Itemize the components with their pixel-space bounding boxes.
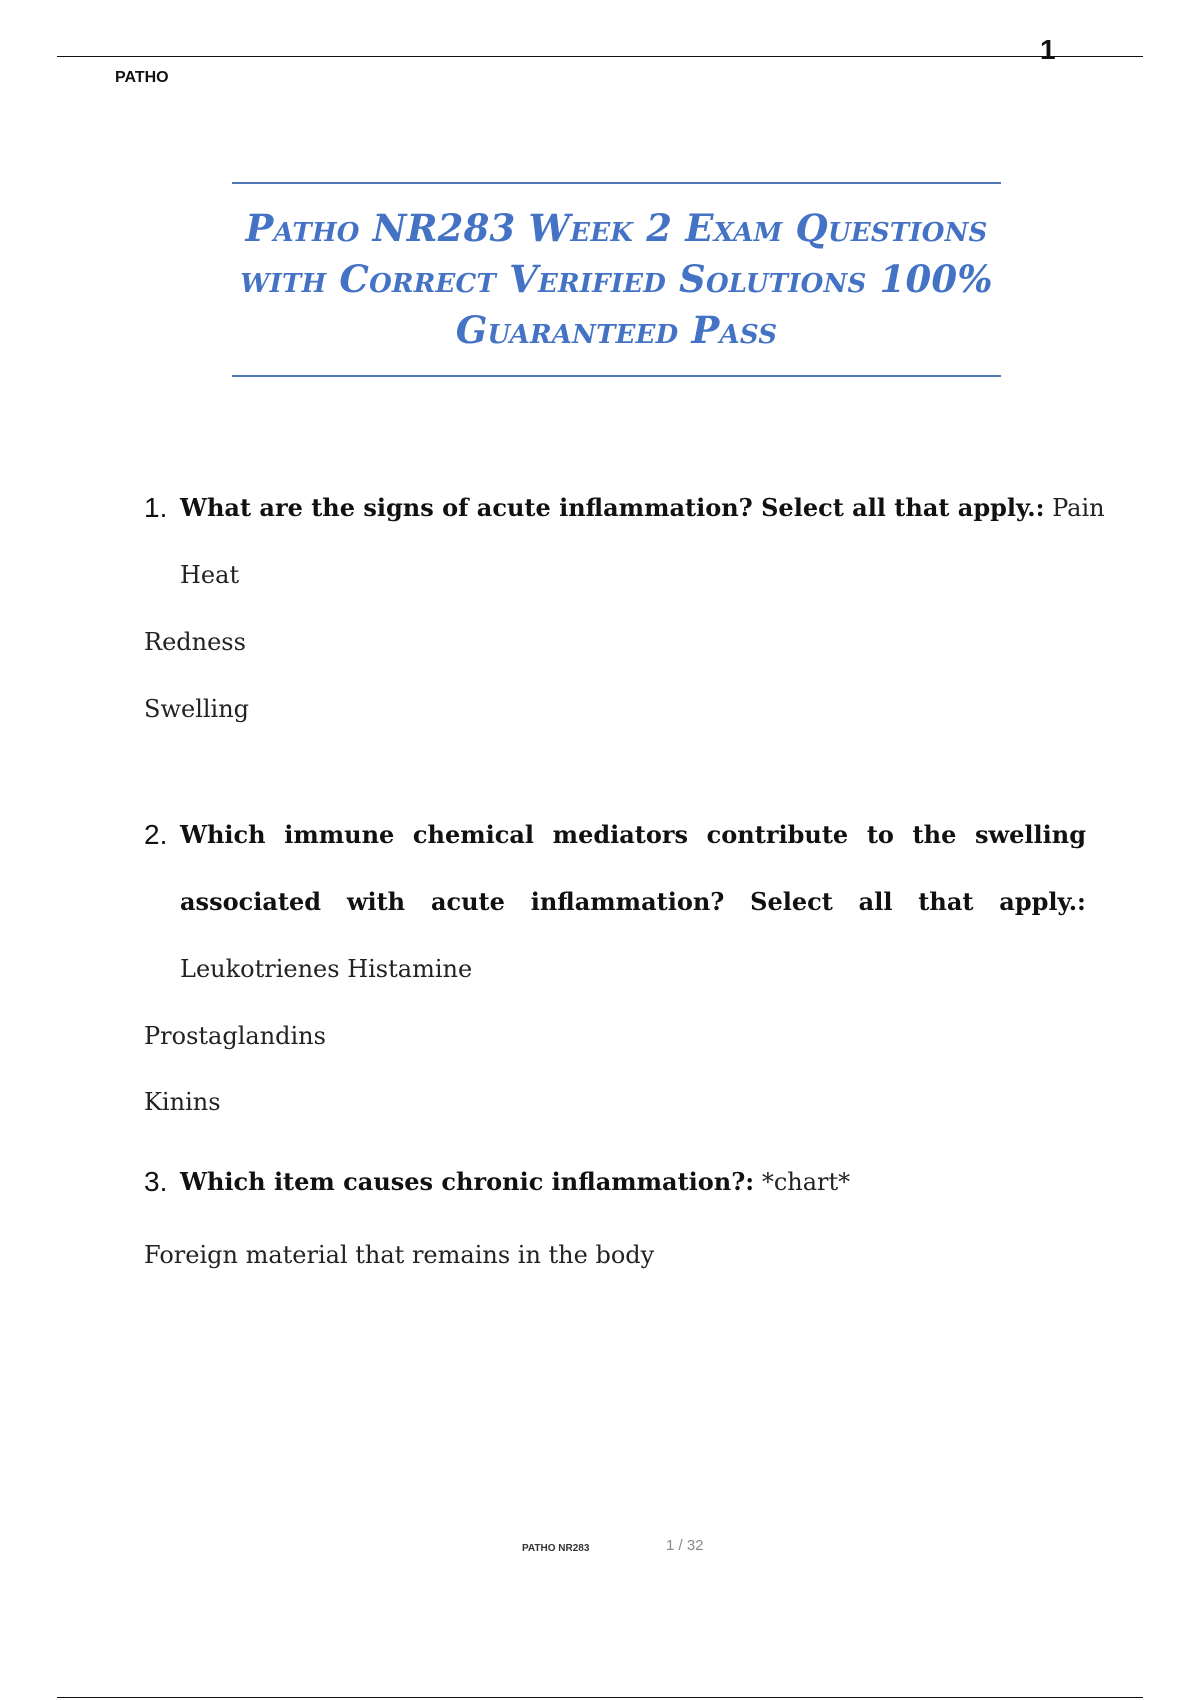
question-2-word: contribute (706, 820, 849, 849)
question-2-word: immune (284, 820, 395, 849)
question-2-word: that (918, 887, 974, 916)
question-2-word: with (346, 887, 406, 916)
question-3-answer: Foreign material that remains in the body (144, 1241, 655, 1269)
question-2-word: all (858, 887, 893, 916)
question-2-number: 2. (144, 819, 168, 850)
question-2-word: acute (430, 887, 505, 916)
question-2-word: swelling (974, 820, 1086, 849)
question-1-inline-answer: Pain (1052, 494, 1105, 522)
question-2-answer: Prostaglandins (144, 1022, 326, 1050)
title-line-2: with Correct Verified Solutions 100% (240, 257, 993, 301)
question-2-word: apply.: (999, 887, 1086, 916)
question-2-word: associated (180, 887, 321, 916)
title-line-3: Guaranteed Pass (455, 308, 778, 352)
question-3 (180, 1165, 850, 1199)
question-2-word: mediators (552, 820, 689, 849)
question-2-answer: Leukotrienes Histamine (180, 955, 473, 983)
question-1-text: What are the signs of acute inflammation? Select all that apply.: (180, 493, 1045, 522)
question-3-inline-answer: *chart* (761, 1168, 851, 1196)
question-2-answer: Kinins (144, 1088, 221, 1116)
footer-page-indicator: 1 / 32 (666, 1537, 704, 1554)
question-2-word: inflammation? (530, 887, 725, 916)
question-2-text-line-2 (180, 885, 1086, 919)
question-2-text-line-1 (180, 818, 1086, 852)
question-1 (180, 491, 1105, 525)
page-number: 1 (1040, 34, 1056, 65)
document-title-box (232, 182, 1001, 377)
document-title (240, 203, 992, 356)
question-1-answer: Redness (144, 628, 246, 656)
question-2-word: the (912, 820, 957, 849)
footer-rule (57, 1697, 1143, 1698)
question-2-word: chemical (412, 820, 535, 849)
header-rule (57, 56, 1143, 57)
title-line-1: Patho NR283 Week 2 Exam Questions (245, 206, 988, 250)
question-3-text: Which item causes chronic inflammation?: (180, 1167, 755, 1196)
question-1-answer: Heat (180, 561, 240, 589)
question-3-number: 3. (144, 1166, 168, 1197)
question-1-number: 1. (144, 492, 168, 523)
question-2-word: to (866, 820, 894, 849)
question-2-word: Which (180, 820, 266, 849)
question-2-word: Select (750, 887, 833, 916)
question-1-answer: Swelling (144, 695, 250, 723)
running-header: PATHO (115, 69, 169, 86)
footer-label: PATHO NR283 (522, 1543, 590, 1554)
